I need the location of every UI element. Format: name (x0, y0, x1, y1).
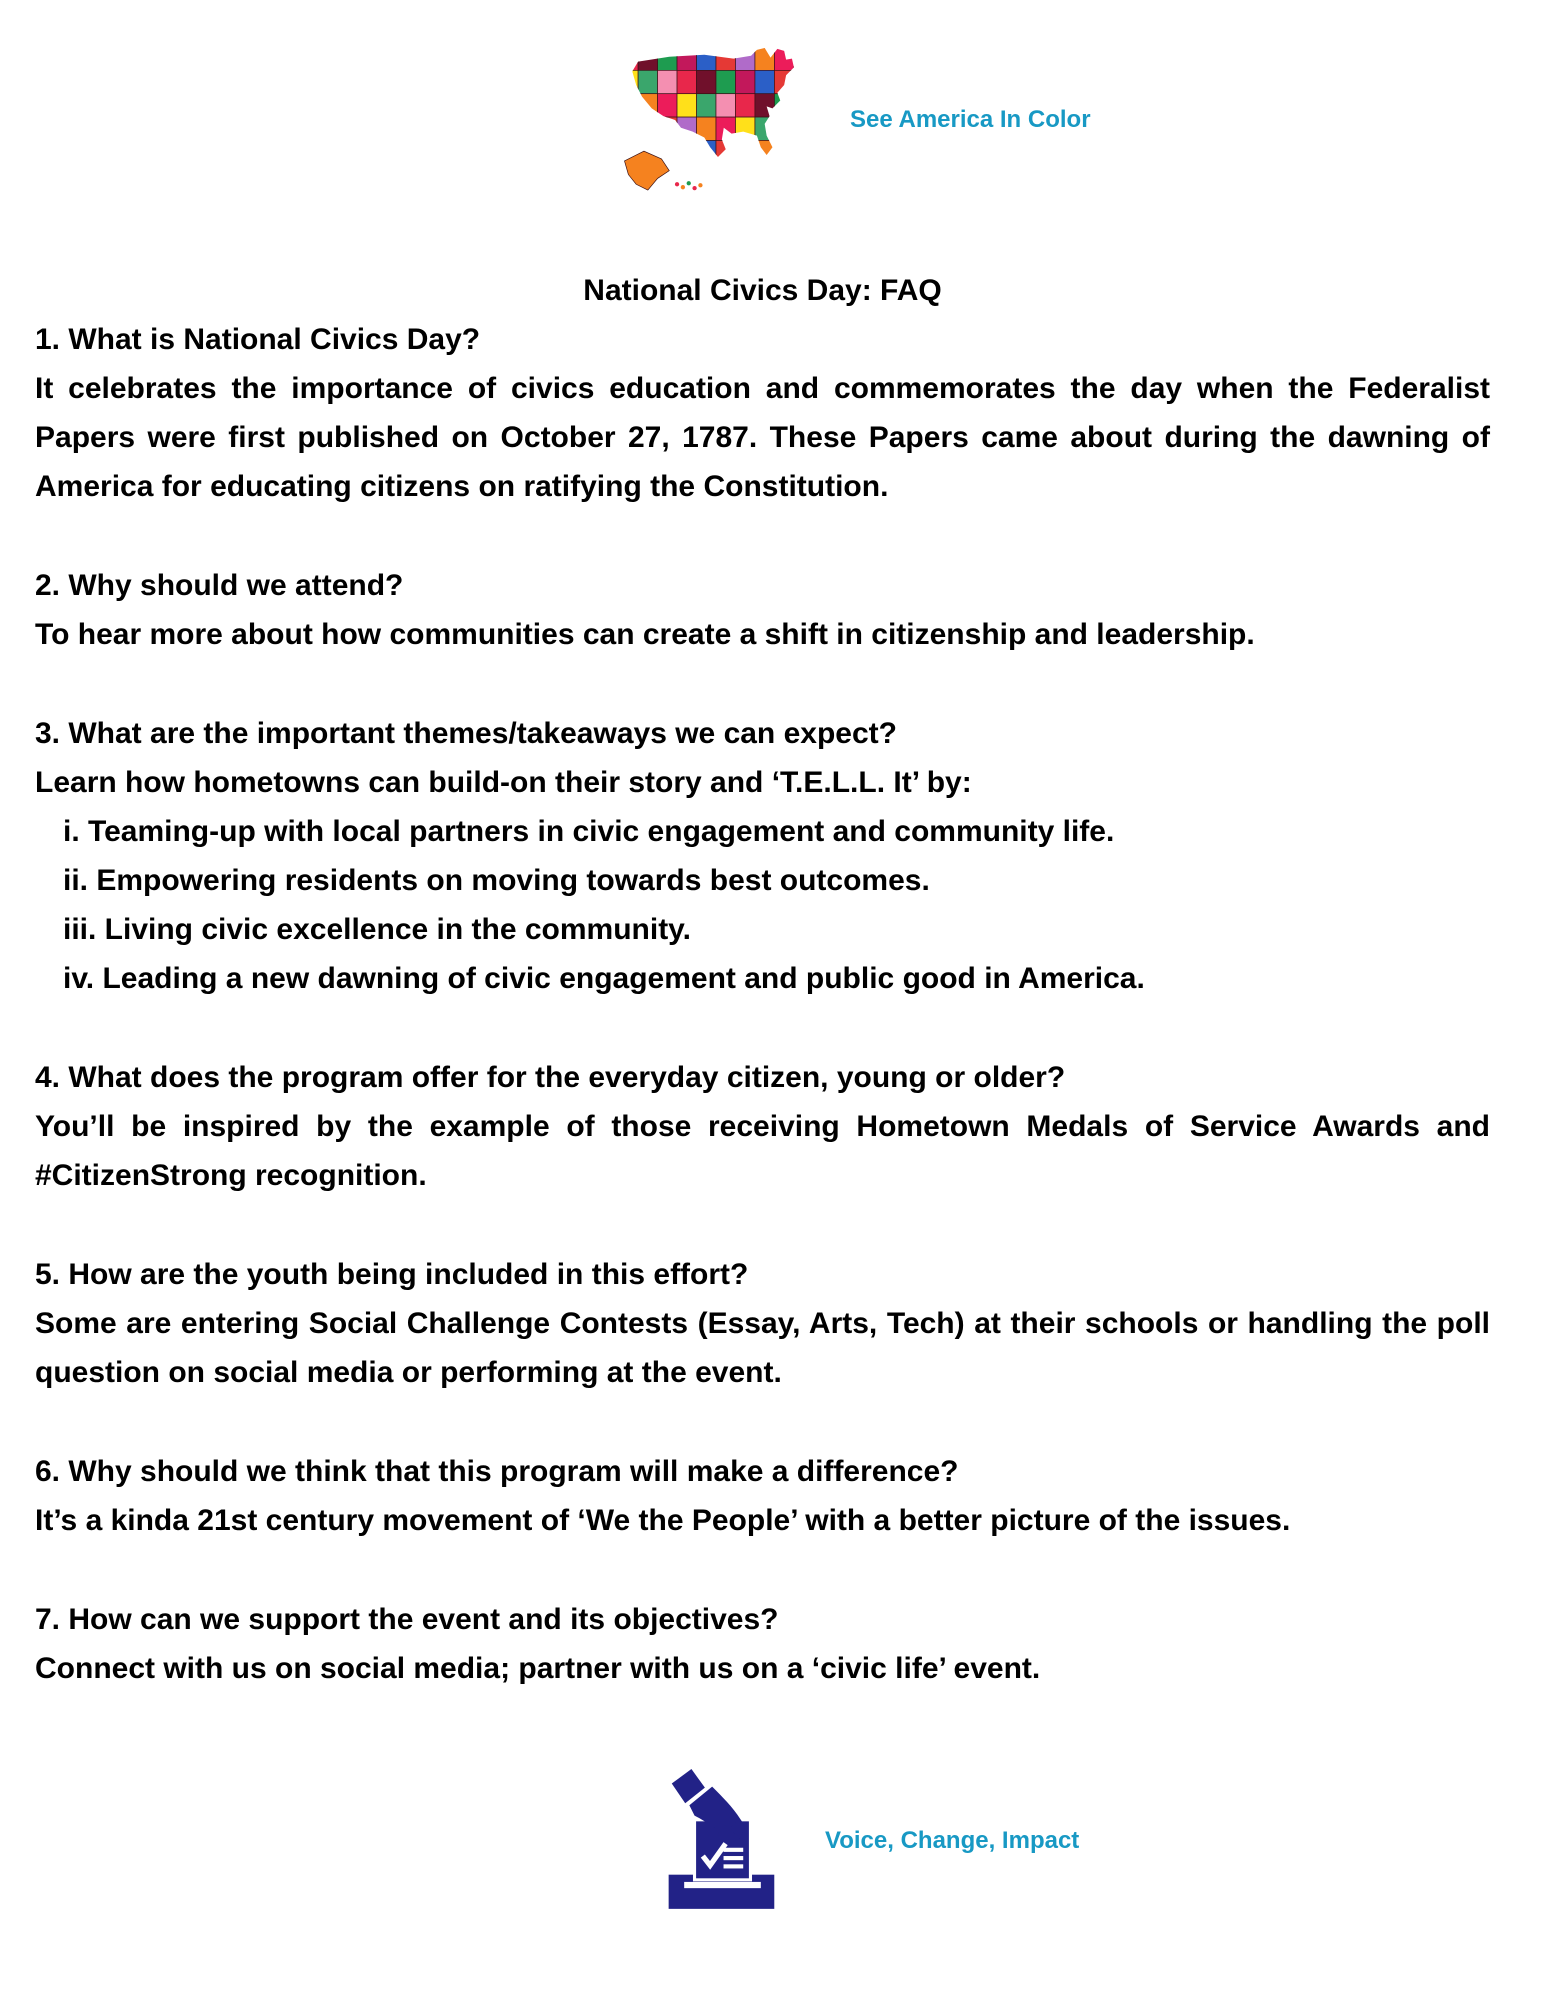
faq-question: 7. How can we support the event and its objectives? (35, 1603, 779, 1636)
ballot-box-icon (650, 1768, 795, 1913)
faq-section (35, 1053, 1490, 1200)
faq-answer: It’s a kinda 21st century movement of ‘We the People’ with a better picture of the issues. (35, 1504, 1291, 1537)
faq-list (35, 315, 1490, 1693)
faq-section (35, 1250, 1490, 1397)
faq-section (35, 561, 1490, 659)
alaska-shape (624, 151, 669, 190)
faq-section (35, 1595, 1490, 1693)
faq-subpoint: iii. Living civic excellence in the community. (63, 913, 691, 946)
footer-tagline: Voice, Change, Impact (825, 1826, 1080, 1854)
page-title: National Civics Day: FAQ (583, 274, 942, 307)
hawaii-shape (675, 181, 703, 190)
faq-section (35, 315, 1490, 511)
faq-answer: Some are entering Social Challenge Contests (Essay, Arts, Tech) at their schools or handling the poll question on social media or performing at the event. (35, 1307, 1490, 1389)
faq-question: 3. What are the important themes/takeaways we can expect? (35, 717, 897, 750)
faq-question: 2. Why should we attend? (35, 569, 404, 602)
logo-header (618, 46, 1091, 194)
faq-answer: Connect with us on social media; partner with us on a ‘civic life’ event. (35, 1652, 1041, 1685)
usa-states-mosaic (619, 47, 814, 164)
faq-subpoint: ii. Empowering residents on moving towards best outcomes. (63, 864, 930, 897)
faq-question: 4. What does the program offer for the everyday citizen, young or older? (35, 1061, 1066, 1094)
faq-answer: It celebrates the importance of civics education and commemorates the day when the Federalist Papers were first published on October 27, 1787. These Papers came about during the dawning of America for educating citizens on ratifying the Constitution. (35, 372, 1490, 503)
faq-section (35, 709, 1490, 1003)
faq-question: 1. What is National Civics Day? (35, 323, 481, 356)
footer (650, 1768, 1079, 1913)
usa-map-icon (618, 46, 814, 194)
faq-answer: You’ll be inspired by the example of those receiving Hometown Medals of Service Awards and #CitizenStrong recognition. (35, 1110, 1490, 1192)
faq-question: 5. How are the youth being included in this effort? (35, 1258, 749, 1291)
faq-subpoint: iv. Leading a new dawning of civic engagement and public good in America. (63, 962, 1145, 995)
logo-tagline: See America In Color (850, 106, 1091, 133)
faq-section (35, 1447, 1490, 1545)
faq-question: 6. Why should we think that this program will make a difference? (35, 1455, 959, 1488)
faq-subpoints (35, 807, 1490, 1003)
faq-answer: Learn how hometowns can build-on their story and ‘T.E.L.L. It’ by: (35, 766, 972, 799)
faq-subpoint: i. Teaming-up with local partners in civic engagement and community life. (63, 815, 1115, 848)
document-content (35, 266, 1490, 1693)
faq-answer: To hear more about how communities can create a shift in citizenship and leadership. (35, 618, 1255, 651)
